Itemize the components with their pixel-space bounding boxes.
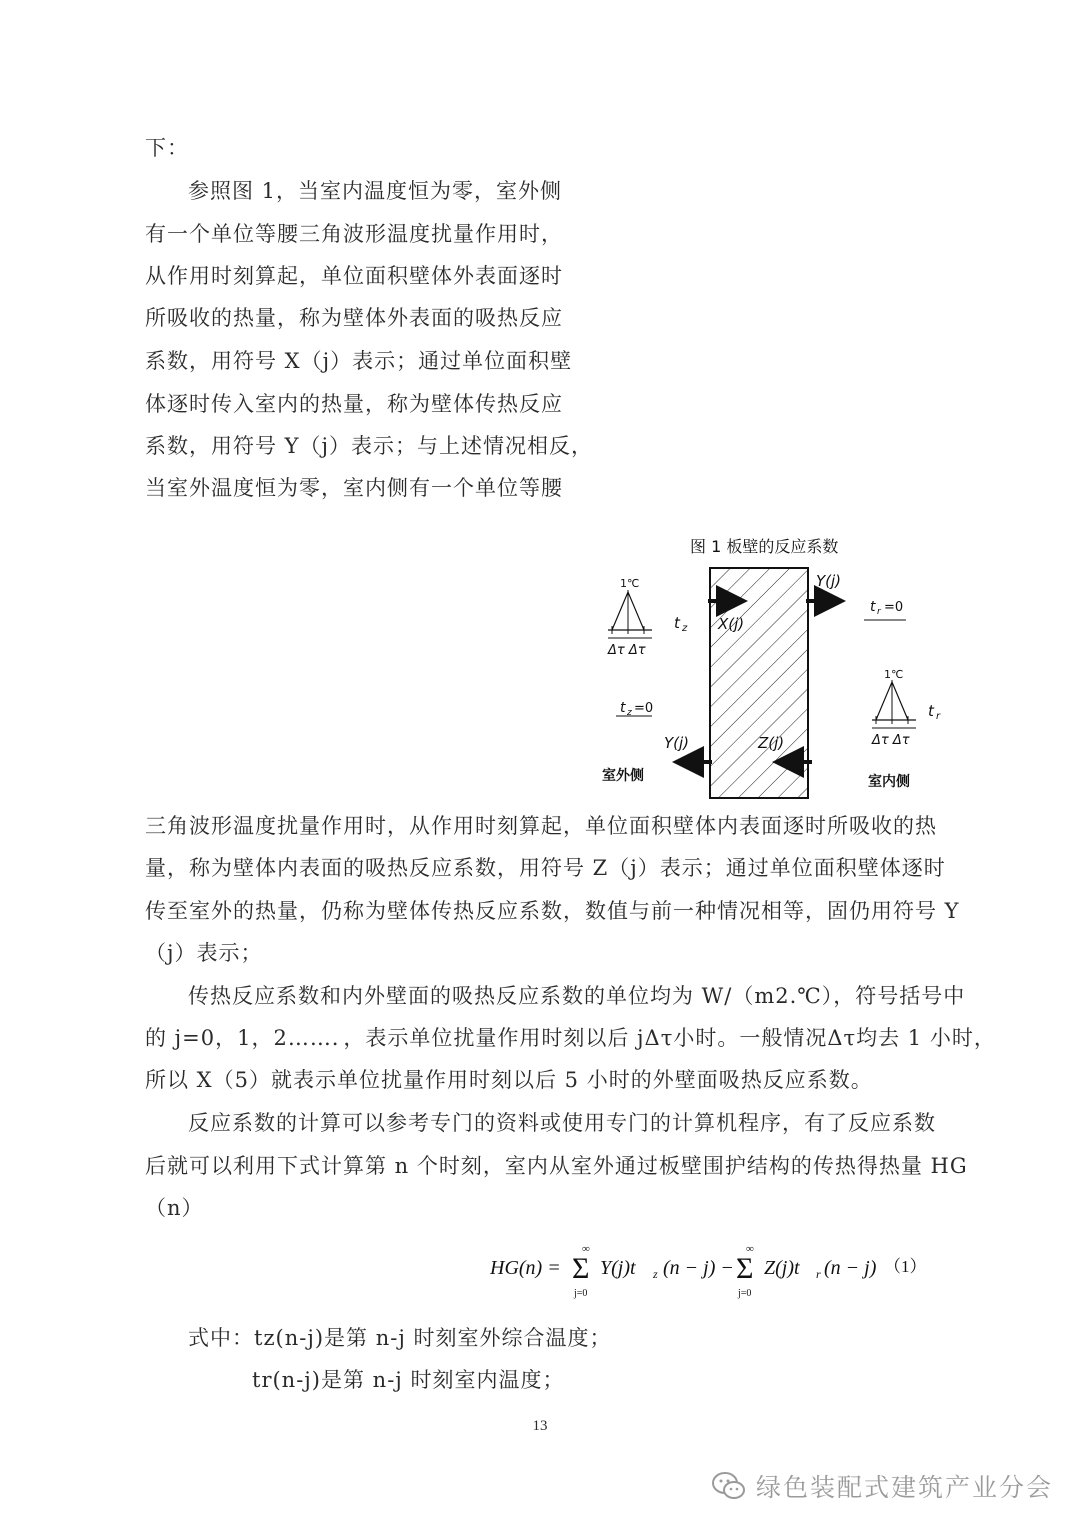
svg-text:Z(j)t: Z(j)t (764, 1257, 800, 1279)
sum-symbol: Σ (572, 1252, 590, 1285)
text-line: 参照图 1，当室内温度恒为零，室外侧 (188, 179, 563, 203)
svg-text:Δτ Δτ: Δτ Δτ (608, 643, 646, 658)
text-line: 三角波形温度扰量作用时，从作用时刻算起，单位面积壁体内表面逐时所吸收的热 (145, 814, 937, 838)
watermark (712, 1466, 1053, 1506)
indoor-label: 室内侧 (868, 774, 910, 790)
svg-text:=0: =0 (884, 600, 904, 615)
page-number: 13 (532, 1418, 548, 1434)
text-line: 所吸收的热量，称为壁体外表面的吸热反应 (145, 306, 563, 330)
text-line: 从作用时刻算起，单位面积壁体外表面逐时 (145, 264, 563, 288)
formula-lhs: HG(n) = (490, 1257, 561, 1279)
text-line: 传热反应系数和内外壁面的吸热反应系数的单位均为 W/（m2.℃），符号括号中 (188, 984, 966, 1008)
svg-text:j=0: j=0 (574, 1288, 588, 1299)
svg-text:z: z (627, 708, 632, 718)
svg-text:z: z (682, 623, 688, 634)
svg-text:∞: ∞ (746, 1243, 754, 1255)
equation-number: （1） (884, 1257, 927, 1276)
watermark-text: 绿色装配式建筑产业分会 (756, 1473, 1054, 1502)
text-line: tr(n-j)是第 n-j 时刻室内温度； (252, 1368, 565, 1392)
x-label: X(j) (718, 615, 745, 633)
text-line: （j）表示； (145, 941, 263, 965)
text-line: 反应系数的计算可以参考专门的资料或使用专门的计算机程序，有了反应系数 (188, 1111, 936, 1135)
text-line: 的 j=0，1，2……．，表示单位扰量作用时刻以后 jΔτ小时。一般情况Δτ均去 1 小时， (145, 1026, 996, 1050)
text-line: 系数，用符号 Y（j）表示；与上述情况相反， (145, 434, 594, 458)
outdoor-pulse (607, 577, 688, 658)
text-line: 有一个单位等腰三角波形温度扰量作用时， (145, 222, 563, 246)
tz-zero-label (616, 700, 653, 718)
outdoor-label: 室外侧 (602, 768, 644, 784)
wall-diagram (590, 530, 960, 800)
svg-text:j=0: j=0 (738, 1288, 752, 1299)
svg-text:∞: ∞ (582, 1243, 590, 1255)
figure-caption: 图 1 板壁的反应系数 (690, 537, 839, 556)
z-label: Z(j) (758, 734, 785, 752)
y-label-left: Y(j) (664, 734, 690, 752)
svg-text:=0: =0 (634, 701, 654, 716)
indoor-pulse (871, 668, 941, 748)
svg-text:z: z (653, 1267, 658, 1281)
svg-text:t: t (928, 702, 934, 720)
svg-text:Y(j)t: Y(j)t (600, 1257, 636, 1279)
svg-text:t: t (870, 599, 876, 615)
tr-zero-label (864, 599, 906, 620)
text-line: 体逐时传入室内的热量，称为壁体传热反应 (145, 392, 563, 416)
figure-reaction-coefficients (590, 530, 960, 800)
text-line: 系数，用符号 X（j）表示；通过单位面积壁 (145, 349, 573, 373)
formula-hg (490, 1238, 950, 1308)
svg-text:r: r (936, 711, 941, 722)
text-line: 当室外温度恒为零，室内侧有一个单位等腰 (145, 476, 563, 500)
svg-text:r: r (816, 1267, 821, 1281)
svg-text:(n − j): (n − j) (824, 1257, 877, 1279)
text-line: 后就可以利用下式计算第 n 个时刻，室内从室外通过板壁围护结构的传热得热量 HG (145, 1154, 968, 1178)
y-label-right: Y(j) (816, 572, 842, 590)
svg-text:t: t (620, 700, 626, 716)
svg-text:1℃: 1℃ (620, 577, 640, 590)
sum-symbol: Σ (736, 1252, 754, 1285)
text-line: 量，称为壁体内表面的吸热反应系数，用符号 Z（j）表示；通过单位面积壁体逐时 (145, 856, 946, 880)
svg-text:(n − j) −: (n − j) − (663, 1257, 734, 1279)
svg-text:t: t (674, 614, 680, 632)
text-line: 所以 X（5）就表示单位扰量作用时刻以后 5 小时的外壁面吸热反应系数。 (145, 1068, 873, 1092)
svg-text:r: r (877, 607, 881, 617)
wechat-icon (712, 1471, 746, 1501)
text-line: 下： (145, 136, 189, 160)
svg-text:1℃: 1℃ (884, 668, 904, 681)
text-line: 传至室外的热量，仍称为壁体传热反应系数，数值与前一种情况相等，固仍用符号 Y (145, 899, 960, 923)
svg-text:Δτ Δτ: Δτ Δτ (872, 733, 910, 748)
text-line: （n） (145, 1196, 204, 1220)
text-line: 式中：tz(n-j)是第 n-j 时刻室外综合温度； (188, 1326, 612, 1350)
